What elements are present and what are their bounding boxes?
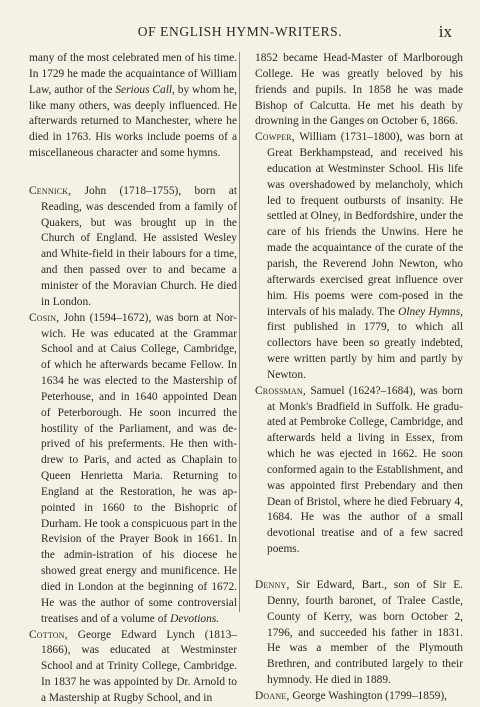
work-title: Serious Call, [115, 83, 175, 96]
continued-entry: 1852 became Head-Master of Marlborough College. He was greatly beloved by his friends and pupils. In 1858 he was made Bishop of Calcutta. He met his death by drowning in the Ganges on October 6, 1866. [255, 52, 463, 128]
entry-headword: Cennick, [29, 184, 72, 197]
entry-headword: Denny, [255, 579, 290, 591]
running-title: OF ENGLISH HYMN-WRITERS. [137, 24, 343, 39]
page-header [0, 24, 480, 44]
entry-cowper: Cowper, William (1731–1800), was born at Great Berkhampstead, and received his education at Westminster School. His life was overshadowed by melancholy, which led to frequent outbursts of insanity. He settled at Olney, in Bedfordshire, under the care of his friends the Unwins. Here he made the acquaintance of the curate of the parish, the Reverend John Newton, who afterwards exercised great influence over him. His poems were com-posed in the intervals of his malady. The Olney Hymns, first published in 1779, to which all collectors have been so greatly indebted, were written partly by him and partly by Newton. [255, 131, 464, 381]
entry-crossman: Crossman, Samuel (1624?–1684), was born at Monk's Bradfield in Suffolk. He gradu-ated at Pembroke College, Cambridge, and afterwards held a living in Essex, from which he was ejected in 1662. He soon conformed again to the Establishment, and was appointed first Prebendary and then Dean of Bristol, where he died February 4, 1684. He was the author of a small devotional treatise and of a few sacred poems. [255, 384, 463, 556]
left-column [29, 51, 237, 707]
entry-cotton: Cotton, George Edward Lynch (1813–1866), was educated at Westminster School and at Trinity College, Cambridge. In 1837 he was appointed by Dr. Arnold to a Mastership at Rugby School, and in [29, 628, 237, 704]
right-column [255, 51, 463, 705]
entry-headword: Cosin, [29, 311, 60, 324]
work-title: Olney Hymns, [398, 305, 463, 318]
entry-headword: Doane, [255, 689, 290, 702]
continued-entry: many of the most celebrated men of his time. In 1729 he made the acquaintance of William Law, author of the Serious Call, by whom he, like many others, was deeply influenced. He afterwards returned to Manchester, where he died in 1763. His works include poems of a miscellaneous character and some hymns. [29, 52, 237, 160]
entry-headword: Cowper, [255, 131, 295, 144]
page-number: ix [438, 22, 452, 41]
work-title: Devotions. [170, 612, 220, 625]
entry-cennick: Cennick, John (1718–1755), born at Reading, was descended from a family of Quakers, but was brought up in the Church of England. He assisted Wesley and White-field in their labours for a time, and then passed over to and became a minister of the Moravian Church. He died in London. [29, 184, 237, 308]
entry-headword: Crossman, [255, 384, 306, 397]
column-divider [239, 52, 240, 612]
entry-doane: Doane, George Washington (1799–1859), [255, 689, 447, 702]
entry-denny: Denny, Sir Edward, Bart., son of Sir E. Denny, fourth baronet, of Tralee Castle, County of Kerry, was born October 2, 1796, and succeeded his father in 1831. He was a member of the Plymouth Brethren, and contributed largely to their hymnody. He died in 1889. [255, 579, 463, 687]
entry-cosin: Cosin, John (1594–1672), was born at Nor-wich. He was educated at the Grammar School and at Caius College, Cambridge, of which he afterwards became Fellow. In 1634 he was elected to the Mastership of Peterhouse, and in 1640 appointed Dean of Peterborough. He soon incurred the hostility of the Parliament, and was de-prived of his preferments. He then with-drew to Paris, and acted as Chaplain to Queen Henrietta Maria. Returning to England at the Restoration, he was ap-pointed in 1660 to the Bishopric of Durham. He took a conspicuous part in the Revision of the Prayer Book in 1661. In the admin-istration of his diocese he showed great energy and munificence. He died in London at the beginning of 1672. He was the author of some controversial treatises and of a volume of Devotions. [29, 311, 237, 625]
entry-headword: Cotton, [29, 628, 68, 641]
